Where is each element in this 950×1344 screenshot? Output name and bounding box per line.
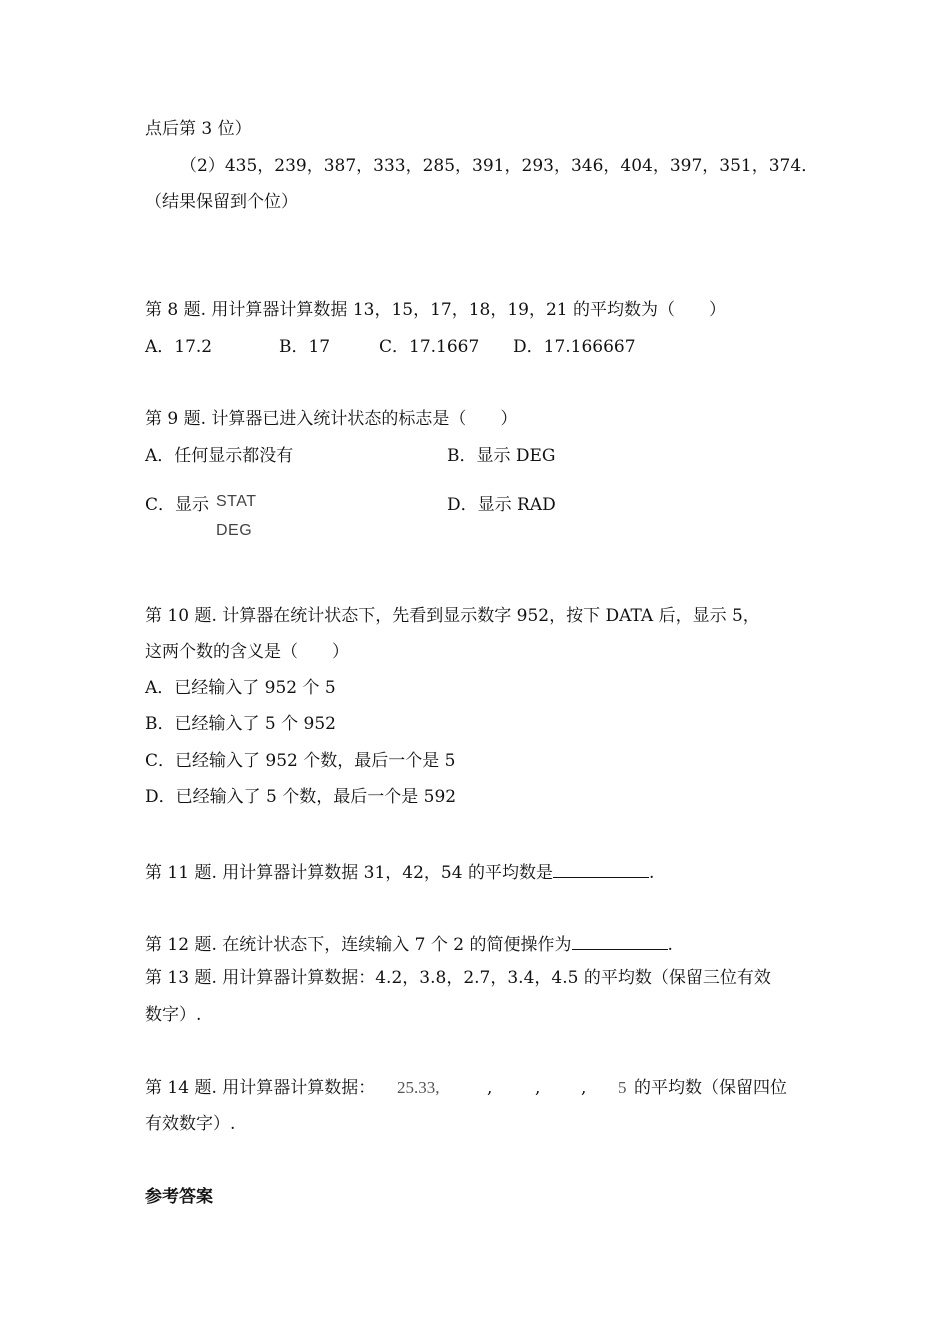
intro-line-2: （2）435，239，387，333，285，391，293，346，404，397，351，374． xyxy=(180,156,819,176)
intro-line-3: （结果保留到个位） xyxy=(145,192,298,212)
q8-option-b: B．17 xyxy=(279,337,331,357)
q9-option-c-deg: DEG xyxy=(216,522,253,539)
q11-stem: 第 11 题. 用计算器计算数据 31，42，54 的平均数是 xyxy=(145,863,553,883)
q11 xyxy=(145,859,654,884)
q14-sep-2: , xyxy=(535,1078,541,1098)
q12 xyxy=(145,931,673,956)
q9-stem: 第 9 题. 计算器已进入统计状态的标志是（ ） xyxy=(145,409,518,429)
q13-stem-1: 第 13 题. 用计算器计算数据：4.2，3.8，2.7，3.4，4.5 的平均数（保留三位有效 xyxy=(145,968,771,988)
q14-stem-prefix: 第 14 题. 用计算器计算数据： xyxy=(145,1078,376,1098)
q14-sep-1: , xyxy=(487,1078,493,1098)
q8-option-d: D．17.166667 xyxy=(513,337,636,357)
q12-end: . xyxy=(667,935,673,955)
q10-option-c: C．已经输入了 952 个数，最后一个是 5 xyxy=(145,751,456,771)
q10-option-a: A．已经输入了 952 个 5 xyxy=(145,678,336,698)
q9-option-c: C．显示 xyxy=(145,495,210,515)
q11-end: . xyxy=(648,863,655,883)
q9-option-d: D．显示 RAD xyxy=(447,495,556,515)
q10-stem-2: 这两个数的含义是（ ） xyxy=(145,642,349,662)
q13-stem-2: 数字）. xyxy=(145,1005,202,1025)
q9-option-a: A．任何显示都没有 xyxy=(145,446,294,466)
q10-stem-1: 第 10 题. 计算器在统计状态下，先看到显示数字 952，按下 DATA 后，显示 5， xyxy=(145,606,760,626)
q11-answer-blank[interactable] xyxy=(553,859,649,878)
q14-value-first: 25.33, xyxy=(397,1078,440,1097)
q12-answer-blank[interactable] xyxy=(572,931,668,950)
q10-option-d: D．已经输入了 5 个数，最后一个是 592 xyxy=(145,787,457,807)
q10-option-b: B．已经输入了 5 个 952 xyxy=(145,714,336,734)
q8-option-a: A．17.2 xyxy=(145,337,213,357)
q14-sep-3: , xyxy=(581,1078,587,1098)
q9-option-b: B．显示 DEG xyxy=(447,446,556,466)
q12-stem: 第 12 题. 在统计状态下，连续输入 7 个 2 的简便操作为 xyxy=(145,935,572,955)
q14-stem-2: 有效数字）. xyxy=(145,1114,236,1134)
q8-option-c: C．17.1667 xyxy=(379,337,480,357)
answers-heading: 参考答案 xyxy=(145,1187,213,1207)
intro-line-1: 点后第 3 位） xyxy=(145,119,252,139)
q14-stem-suffix: 的平均数（保留四位 xyxy=(634,1078,787,1098)
q9-option-c-stat: STAT xyxy=(216,493,257,510)
q8-stem: 第 8 题. 用计算器计算数据 13，15，17，18，19，21 的平均数为（ ） xyxy=(145,300,727,320)
q14-value-last: 5 xyxy=(618,1078,627,1097)
